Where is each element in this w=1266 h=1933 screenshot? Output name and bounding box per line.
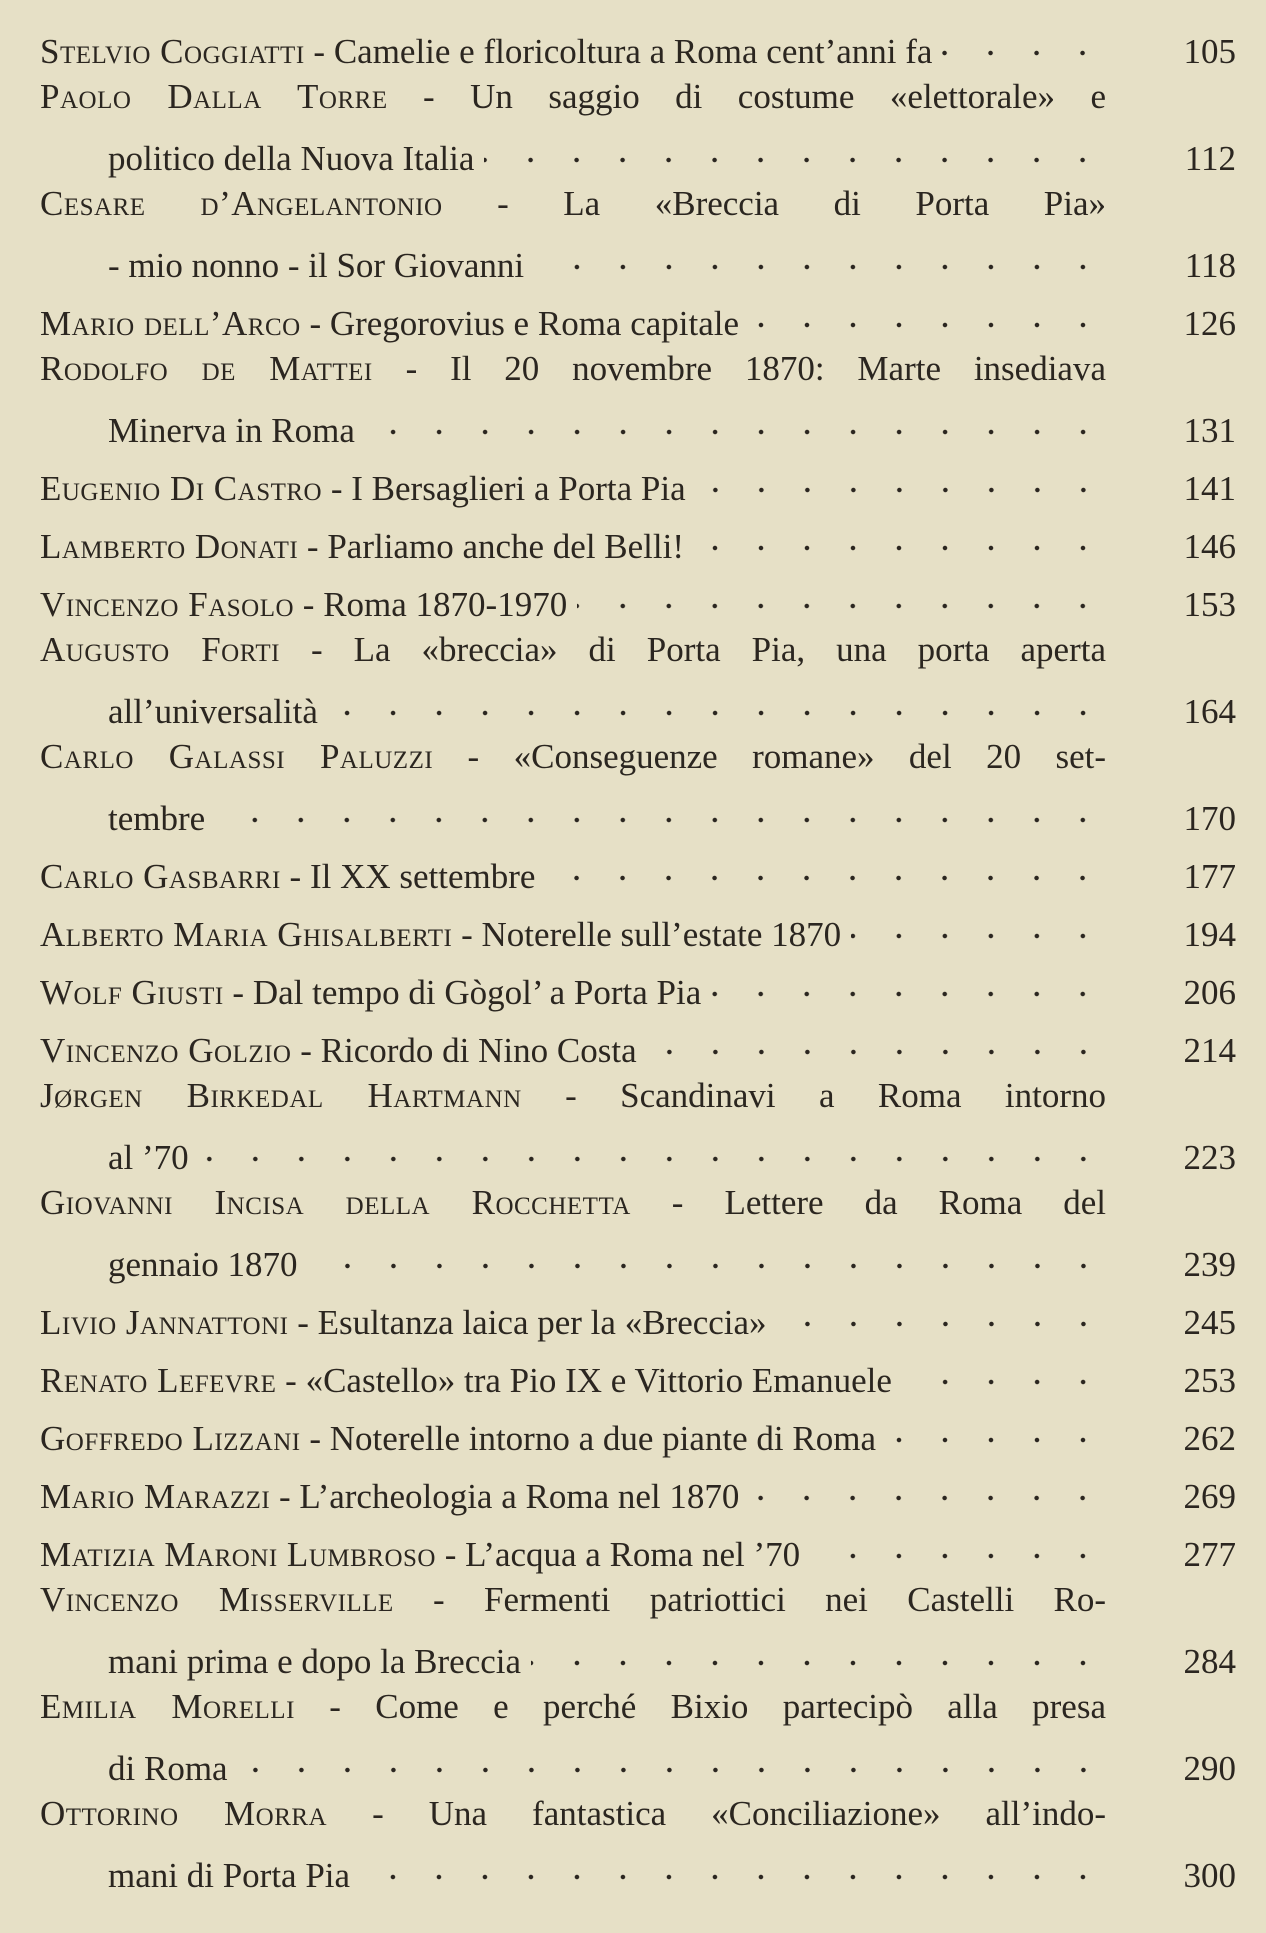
entry-title: L’acqua a Roma nel ’70 bbox=[465, 1535, 801, 1574]
author-name: Ottorino Morra bbox=[40, 1794, 328, 1833]
entry-line bbox=[40, 72, 1236, 121]
entry-text bbox=[40, 1789, 1106, 1838]
separator: - bbox=[294, 1687, 376, 1726]
entry-title-continued: di Roma bbox=[108, 1749, 228, 1788]
author-name: Carlo Galassi Paluzzi bbox=[40, 737, 434, 776]
entry-title: L’archeologia a Roma nel 1870 bbox=[299, 1477, 740, 1516]
author-name: Alberto Maria Ghisalberti bbox=[40, 915, 453, 954]
separator: - bbox=[291, 1031, 321, 1070]
entry-text bbox=[40, 625, 1106, 674]
table-of-contents bbox=[40, 14, 1236, 1896]
author-name: Lamberto Donati bbox=[40, 527, 299, 566]
entry-text bbox=[40, 1013, 1106, 1075]
page-number: 253 bbox=[1183, 1361, 1236, 1400]
entry-line bbox=[40, 839, 1236, 896]
dot-leader bbox=[851, 897, 1106, 946]
page-number: 105 bbox=[1183, 32, 1236, 71]
dot-leader bbox=[484, 121, 1106, 170]
entry-line-continued bbox=[40, 228, 1236, 285]
entry-line bbox=[40, 1682, 1236, 1731]
entry-line bbox=[40, 567, 1236, 624]
entry-line bbox=[40, 1575, 1236, 1624]
entry-text bbox=[40, 179, 1106, 228]
dot-leader bbox=[308, 1227, 1106, 1276]
entry-text bbox=[40, 228, 1106, 290]
toc-entry bbox=[40, 1401, 1236, 1458]
entry-text bbox=[40, 286, 1106, 348]
dot-leader bbox=[942, 14, 1106, 63]
page-number: 239 bbox=[1183, 1245, 1236, 1284]
page-number: 164 bbox=[1183, 692, 1236, 731]
page-number: 153 bbox=[1183, 585, 1236, 624]
author-name: Stelvio Coggiatti bbox=[40, 32, 305, 71]
entry-heading bbox=[40, 1298, 767, 1347]
entry-line bbox=[40, 1343, 1236, 1400]
toc-entry bbox=[40, 839, 1236, 896]
author-name: Livio Jannattoni bbox=[40, 1303, 289, 1342]
entry-line-continued bbox=[40, 121, 1236, 178]
page-number: 194 bbox=[1183, 915, 1236, 954]
entry-text bbox=[40, 509, 1106, 571]
entry-line bbox=[40, 625, 1236, 674]
page-number: 177 bbox=[1183, 857, 1236, 896]
entry-title: Il 20 novembre 1870: Marte insediava bbox=[450, 349, 1107, 388]
entry-text bbox=[40, 1459, 1106, 1521]
entry-text bbox=[40, 1227, 1106, 1289]
entry-title: Noterelle sull’estate 1870 bbox=[481, 915, 842, 954]
entry-title: Roma 1870-1970 bbox=[323, 585, 568, 624]
entry-text bbox=[40, 344, 1106, 393]
toc-entry bbox=[40, 1459, 1236, 1516]
entry-title-continued: politico della Nuova Italia bbox=[108, 139, 475, 178]
entry-line bbox=[40, 1401, 1236, 1458]
toc-entry bbox=[40, 72, 1236, 178]
entry-heading bbox=[40, 77, 1106, 116]
entry-line bbox=[40, 1789, 1236, 1838]
entry-heading bbox=[40, 1414, 876, 1463]
separator: - bbox=[300, 1419, 330, 1458]
entry-title-continued: mani di Porta Pia bbox=[108, 1856, 351, 1895]
author-name: Matizia Maroni Lumbroso bbox=[40, 1535, 436, 1574]
author-name: Wolf Giusti bbox=[40, 973, 224, 1012]
entry-text bbox=[40, 955, 1106, 1017]
entry-line-continued bbox=[40, 1624, 1236, 1681]
entry-text bbox=[40, 1343, 1106, 1405]
dot-leader bbox=[577, 567, 1106, 616]
page-number: 284 bbox=[1183, 1642, 1236, 1681]
author-name: Emilia Morelli bbox=[40, 1687, 295, 1726]
entry-text bbox=[40, 393, 1106, 455]
separator: - bbox=[387, 77, 471, 116]
page-number: 170 bbox=[1183, 799, 1236, 838]
toc-entry bbox=[40, 625, 1236, 731]
separator: - bbox=[442, 184, 564, 223]
page-number: 141 bbox=[1183, 469, 1236, 508]
page-number: 118 bbox=[1184, 246, 1236, 285]
entry-text bbox=[40, 1575, 1106, 1624]
author-name: Jørgen Birkedal Hartmann bbox=[40, 1076, 522, 1115]
toc-entry bbox=[40, 1285, 1236, 1342]
entry-title: Ricordo di Nino Costa bbox=[320, 1031, 637, 1070]
page-number: 146 bbox=[1183, 527, 1236, 566]
entry-line-continued bbox=[40, 1731, 1236, 1788]
dot-leader bbox=[647, 1013, 1106, 1062]
entry-title-continued: mani prima e dopo la Breccia bbox=[108, 1642, 522, 1681]
entry-heading bbox=[40, 522, 684, 571]
entry-heading bbox=[40, 852, 535, 901]
entry-title-continued: al ’70 bbox=[108, 1138, 189, 1177]
separator: - bbox=[435, 1535, 466, 1574]
toc-entry bbox=[40, 344, 1236, 450]
entry-line bbox=[40, 1178, 1236, 1227]
author-name: Cesare d’Angelantonio bbox=[40, 184, 443, 223]
separator: - bbox=[327, 1794, 429, 1833]
toc-entry bbox=[40, 286, 1236, 343]
entry-heading bbox=[40, 968, 701, 1017]
separator: - bbox=[521, 1076, 621, 1115]
page-number: 245 bbox=[1183, 1303, 1236, 1342]
dot-leader bbox=[199, 1120, 1106, 1169]
entry-text bbox=[40, 451, 1106, 513]
entry-text bbox=[40, 1401, 1106, 1463]
separator: - bbox=[322, 469, 352, 508]
entry-title: Una fantastica «Conciliazione» all’indo- bbox=[428, 1794, 1107, 1833]
entry-title: Noterelle intorno a due piante di Roma bbox=[329, 1419, 877, 1458]
entry-text bbox=[40, 1071, 1106, 1120]
page-number: 223 bbox=[1183, 1138, 1236, 1177]
separator: - bbox=[270, 1477, 300, 1516]
separator: - bbox=[298, 527, 328, 566]
entry-heading bbox=[40, 1472, 739, 1521]
dot-leader bbox=[902, 1343, 1106, 1392]
entry-title: Lettere da Roma del bbox=[724, 1183, 1106, 1222]
dot-leader bbox=[696, 451, 1106, 500]
entry-text bbox=[40, 781, 1106, 843]
entry-line bbox=[40, 897, 1236, 954]
toc-entry bbox=[40, 897, 1236, 954]
toc-entry bbox=[40, 1517, 1236, 1574]
entry-heading bbox=[40, 1076, 1106, 1115]
entry-title-continued: - mio nonno - il Sor Giovanni bbox=[108, 246, 525, 285]
page-number: 131 bbox=[1183, 411, 1236, 450]
entry-text bbox=[40, 897, 1106, 959]
separator: - bbox=[304, 32, 334, 71]
dot-leader bbox=[886, 1401, 1106, 1450]
entry-heading bbox=[40, 1356, 892, 1405]
entry-title: Fermenti patriottici nei Castelli Ro- bbox=[484, 1580, 1107, 1619]
entry-title-continued: all’universalità bbox=[108, 692, 318, 731]
entry-text bbox=[40, 1285, 1106, 1347]
separator: - bbox=[372, 349, 451, 388]
page-number: 214 bbox=[1183, 1031, 1236, 1070]
dot-leader bbox=[749, 1459, 1106, 1508]
entry-text bbox=[40, 1178, 1106, 1227]
author-name: Mario Marazzi bbox=[40, 1477, 271, 1516]
entry-line bbox=[40, 1517, 1236, 1574]
author-name: Rodolfo de Mattei bbox=[40, 349, 373, 388]
entry-line bbox=[40, 451, 1236, 508]
entry-title-continued: tembre bbox=[108, 799, 206, 838]
dot-leader bbox=[711, 955, 1106, 1004]
entry-line bbox=[40, 179, 1236, 228]
entry-heading bbox=[40, 1026, 637, 1075]
entry-line-continued bbox=[40, 1120, 1236, 1177]
entry-text bbox=[40, 1120, 1106, 1182]
dot-leader bbox=[328, 674, 1106, 723]
separator: - bbox=[280, 630, 354, 669]
entry-heading bbox=[40, 27, 932, 76]
author-name: Vincenzo Misserville bbox=[40, 1580, 394, 1619]
entry-line bbox=[40, 1459, 1236, 1516]
separator: - bbox=[280, 857, 310, 896]
entry-line bbox=[40, 1071, 1236, 1120]
entry-heading bbox=[40, 910, 841, 959]
entry-text bbox=[40, 72, 1106, 121]
dot-leader bbox=[810, 1517, 1106, 1566]
page-number: 290 bbox=[1183, 1749, 1236, 1788]
entry-line bbox=[40, 14, 1236, 71]
entry-heading bbox=[40, 349, 1106, 388]
toc-entry bbox=[40, 179, 1236, 285]
entry-title: «Conseguenze romane» del 20 set- bbox=[513, 737, 1106, 776]
entry-title: Parliamo anche del Belli! bbox=[327, 527, 685, 566]
entry-title: Un saggio di costume «elettorale» e bbox=[470, 77, 1107, 116]
toc-entry bbox=[40, 1013, 1236, 1070]
author-name: Goffredo Lizzani bbox=[40, 1419, 301, 1458]
entry-title: Camelie e floricoltura a Roma cent’anni fa bbox=[333, 32, 933, 71]
entry-text bbox=[40, 1838, 1106, 1900]
toc-entry bbox=[40, 1789, 1236, 1895]
entry-heading bbox=[40, 1183, 1106, 1222]
entry-heading bbox=[40, 580, 567, 629]
entry-heading bbox=[40, 737, 1106, 776]
author-name: Mario dell’Arco bbox=[40, 304, 301, 343]
page-number: 262 bbox=[1183, 1419, 1236, 1458]
author-name: Carlo Gasbarri bbox=[40, 857, 281, 896]
entry-heading bbox=[40, 184, 1106, 223]
page-number: 112 bbox=[1184, 139, 1236, 178]
author-name: Giovanni Incisa della Rocchetta bbox=[40, 1183, 631, 1222]
entry-heading bbox=[40, 630, 1106, 669]
entry-line bbox=[40, 955, 1236, 1012]
entry-title: «Castello» tra Pio IX e Vittorio Emanuele bbox=[305, 1361, 892, 1400]
dot-leader bbox=[545, 839, 1106, 888]
entry-title-continued: gennaio 1870 bbox=[108, 1245, 298, 1284]
entry-line bbox=[40, 1013, 1236, 1070]
entry-text bbox=[40, 1517, 1106, 1579]
entry-title: La «breccia» di Porta Pia, una porta aperta bbox=[353, 630, 1106, 669]
entry-text bbox=[40, 1731, 1106, 1793]
page-number: 300 bbox=[1183, 1856, 1236, 1895]
dot-leader bbox=[238, 1731, 1106, 1780]
author-name: Vincenzo Fasolo bbox=[40, 585, 295, 624]
entry-title: Esultanza laica per la «Breccia» bbox=[317, 1303, 767, 1342]
toc-entry bbox=[40, 14, 1236, 71]
separator: - bbox=[300, 304, 330, 343]
dot-leader bbox=[534, 228, 1106, 277]
dot-leader bbox=[365, 393, 1106, 442]
entry-line-continued bbox=[40, 1838, 1236, 1895]
entry-line bbox=[40, 286, 1236, 343]
separator: - bbox=[393, 1580, 485, 1619]
entry-line bbox=[40, 1285, 1236, 1342]
dot-leader bbox=[215, 781, 1106, 830]
author-name: Vincenzo Golzio bbox=[40, 1031, 292, 1070]
separator: - bbox=[223, 973, 253, 1012]
dot-leader bbox=[777, 1285, 1106, 1334]
toc-entry bbox=[40, 955, 1236, 1012]
toc-entry bbox=[40, 1343, 1236, 1400]
entry-title: Il XX settembre bbox=[309, 857, 536, 896]
entry-heading bbox=[40, 1687, 1106, 1726]
entry-heading bbox=[40, 1530, 800, 1579]
entry-title: La «Breccia di Porta Pia» bbox=[563, 184, 1106, 223]
separator: - bbox=[630, 1183, 725, 1222]
separator: - bbox=[433, 737, 514, 776]
entry-text bbox=[40, 1624, 1106, 1686]
entry-text bbox=[40, 839, 1106, 901]
entry-heading bbox=[40, 464, 686, 513]
entry-line bbox=[40, 509, 1236, 566]
entry-title: I Bersaglieri a Porta Pia bbox=[351, 469, 686, 508]
entry-text bbox=[40, 674, 1106, 736]
author-name: Augusto Forti bbox=[40, 630, 280, 669]
toc-entry bbox=[40, 732, 1236, 838]
author-name: Eugenio Di Castro bbox=[40, 469, 323, 508]
entry-title-continued: Minerva in Roma bbox=[108, 411, 355, 450]
entry-text bbox=[40, 567, 1106, 629]
entry-line bbox=[40, 344, 1236, 393]
entry-line bbox=[40, 732, 1236, 781]
author-name: Renato Lefevre bbox=[40, 1361, 277, 1400]
entry-line-continued bbox=[40, 674, 1236, 731]
separator: - bbox=[294, 585, 324, 624]
author-name: Paolo Dalla Torre bbox=[40, 77, 388, 116]
entry-title: Gregorovius e Roma capitale bbox=[329, 304, 740, 343]
separator: - bbox=[276, 1361, 306, 1400]
dot-leader bbox=[360, 1838, 1106, 1887]
entry-text bbox=[40, 732, 1106, 781]
entry-heading bbox=[40, 299, 739, 348]
toc-entry bbox=[40, 509, 1236, 566]
entry-heading bbox=[40, 1794, 1106, 1833]
page-number: 206 bbox=[1183, 973, 1236, 1012]
entry-title: Come e perché Bixio partecipò alla presa bbox=[375, 1687, 1106, 1726]
separator: - bbox=[452, 915, 482, 954]
separator: - bbox=[288, 1303, 318, 1342]
toc-entry bbox=[40, 1071, 1236, 1177]
entry-text bbox=[40, 1682, 1106, 1731]
page-number: 269 bbox=[1183, 1477, 1236, 1516]
entry-line-continued bbox=[40, 781, 1236, 838]
dot-leader bbox=[531, 1624, 1106, 1673]
page-number: 277 bbox=[1183, 1535, 1236, 1574]
toc-entry bbox=[40, 1682, 1236, 1788]
entry-title: Dal tempo di Gògol’ a Porta Pia bbox=[252, 973, 702, 1012]
page-number: 126 bbox=[1183, 304, 1236, 343]
entry-text bbox=[40, 121, 1106, 183]
dot-leader bbox=[749, 286, 1106, 335]
entry-line-continued bbox=[40, 1227, 1236, 1284]
entry-heading bbox=[40, 1580, 1106, 1619]
toc-entry bbox=[40, 451, 1236, 508]
toc-entry bbox=[40, 1178, 1236, 1284]
toc-entry bbox=[40, 567, 1236, 624]
entry-text bbox=[40, 14, 1106, 76]
dot-leader bbox=[694, 509, 1106, 558]
entry-title: Scandinavi a Roma intorno bbox=[620, 1076, 1106, 1115]
toc-entry bbox=[40, 1575, 1236, 1681]
entry-line-continued bbox=[40, 393, 1236, 450]
